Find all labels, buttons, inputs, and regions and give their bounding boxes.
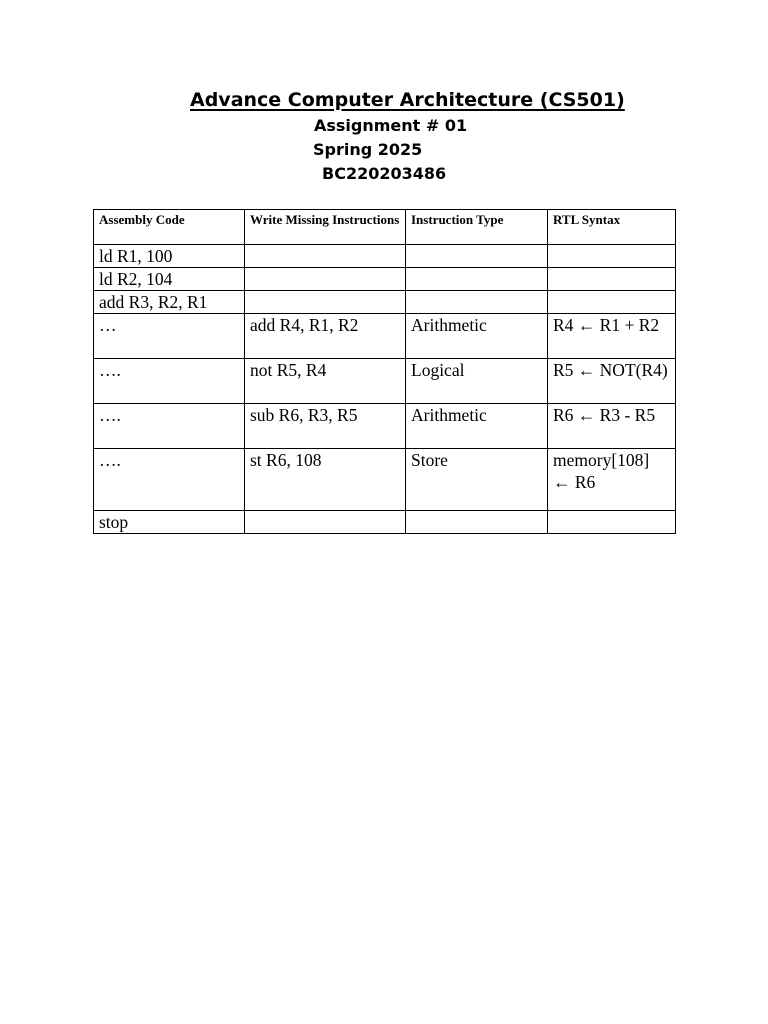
assembly-code-cell: ld R1, 100: [94, 245, 245, 268]
assembly-code-cell: stop: [94, 511, 245, 534]
missing-instruction-cell: [245, 268, 406, 291]
missing-instruction-cell: add R4, R1, R2: [245, 314, 406, 359]
assembly-code-cell: add R3, R2, R1: [94, 291, 245, 314]
header-assembly-code: Assembly Code: [94, 210, 245, 245]
instruction-table: [93, 209, 676, 534]
assembly-code-cell: ….: [94, 449, 245, 511]
assembly-code-cell: …: [94, 314, 245, 359]
rtl-syntax-cell: [548, 511, 676, 534]
rtl-syntax-cell: R4 ← R1 + R2: [548, 314, 676, 359]
table-row: [94, 314, 676, 359]
table-row: [94, 449, 676, 511]
assembly-code-cell: ….: [94, 404, 245, 449]
missing-instruction-cell: [245, 291, 406, 314]
missing-instruction-cell: st R6, 108: [245, 449, 406, 511]
table-header-row: [94, 210, 676, 245]
instruction-type-cell: [406, 511, 548, 534]
instruction-type-cell: [406, 245, 548, 268]
rtl-syntax-cell: R6 ← R3 - R5: [548, 404, 676, 449]
table-row: [94, 404, 676, 449]
table-row: [94, 359, 676, 404]
instruction-type-cell: [406, 268, 548, 291]
instruction-type-cell: Arithmetic: [406, 404, 548, 449]
rtl-syntax-cell: memory[108] ← R6: [548, 449, 676, 511]
instruction-type-cell: Logical: [406, 359, 548, 404]
semester-label: Spring 2025: [313, 140, 423, 159]
instruction-type-cell: [406, 291, 548, 314]
student-id: BC220203486: [322, 164, 447, 183]
rtl-syntax-cell: [548, 268, 676, 291]
table-row: [94, 291, 676, 314]
table-row: [94, 245, 676, 268]
header-write-missing: Write Missing Instructions: [245, 210, 406, 245]
assembly-code-cell: ….: [94, 359, 245, 404]
missing-instruction-cell: [245, 511, 406, 534]
header-rtl-syntax: RTL Syntax: [548, 210, 676, 245]
missing-instruction-cell: [245, 245, 406, 268]
assignment-number: Assignment # 01: [314, 116, 468, 135]
missing-instruction-cell: not R5, R4: [245, 359, 406, 404]
table-row: [94, 511, 676, 534]
document-title: Advance Computer Architecture (CS501): [190, 89, 625, 111]
header-instruction-type: Instruction Type: [406, 210, 548, 245]
table-row: [94, 268, 676, 291]
rtl-syntax-cell: [548, 245, 676, 268]
rtl-syntax-cell: R5 ← NOT(R4): [548, 359, 676, 404]
instruction-type-cell: Arithmetic: [406, 314, 548, 359]
instruction-type-cell: Store: [406, 449, 548, 511]
missing-instruction-cell: sub R6, R3, R5: [245, 404, 406, 449]
rtl-syntax-cell: [548, 291, 676, 314]
assembly-code-cell: ld R2, 104: [94, 268, 245, 291]
